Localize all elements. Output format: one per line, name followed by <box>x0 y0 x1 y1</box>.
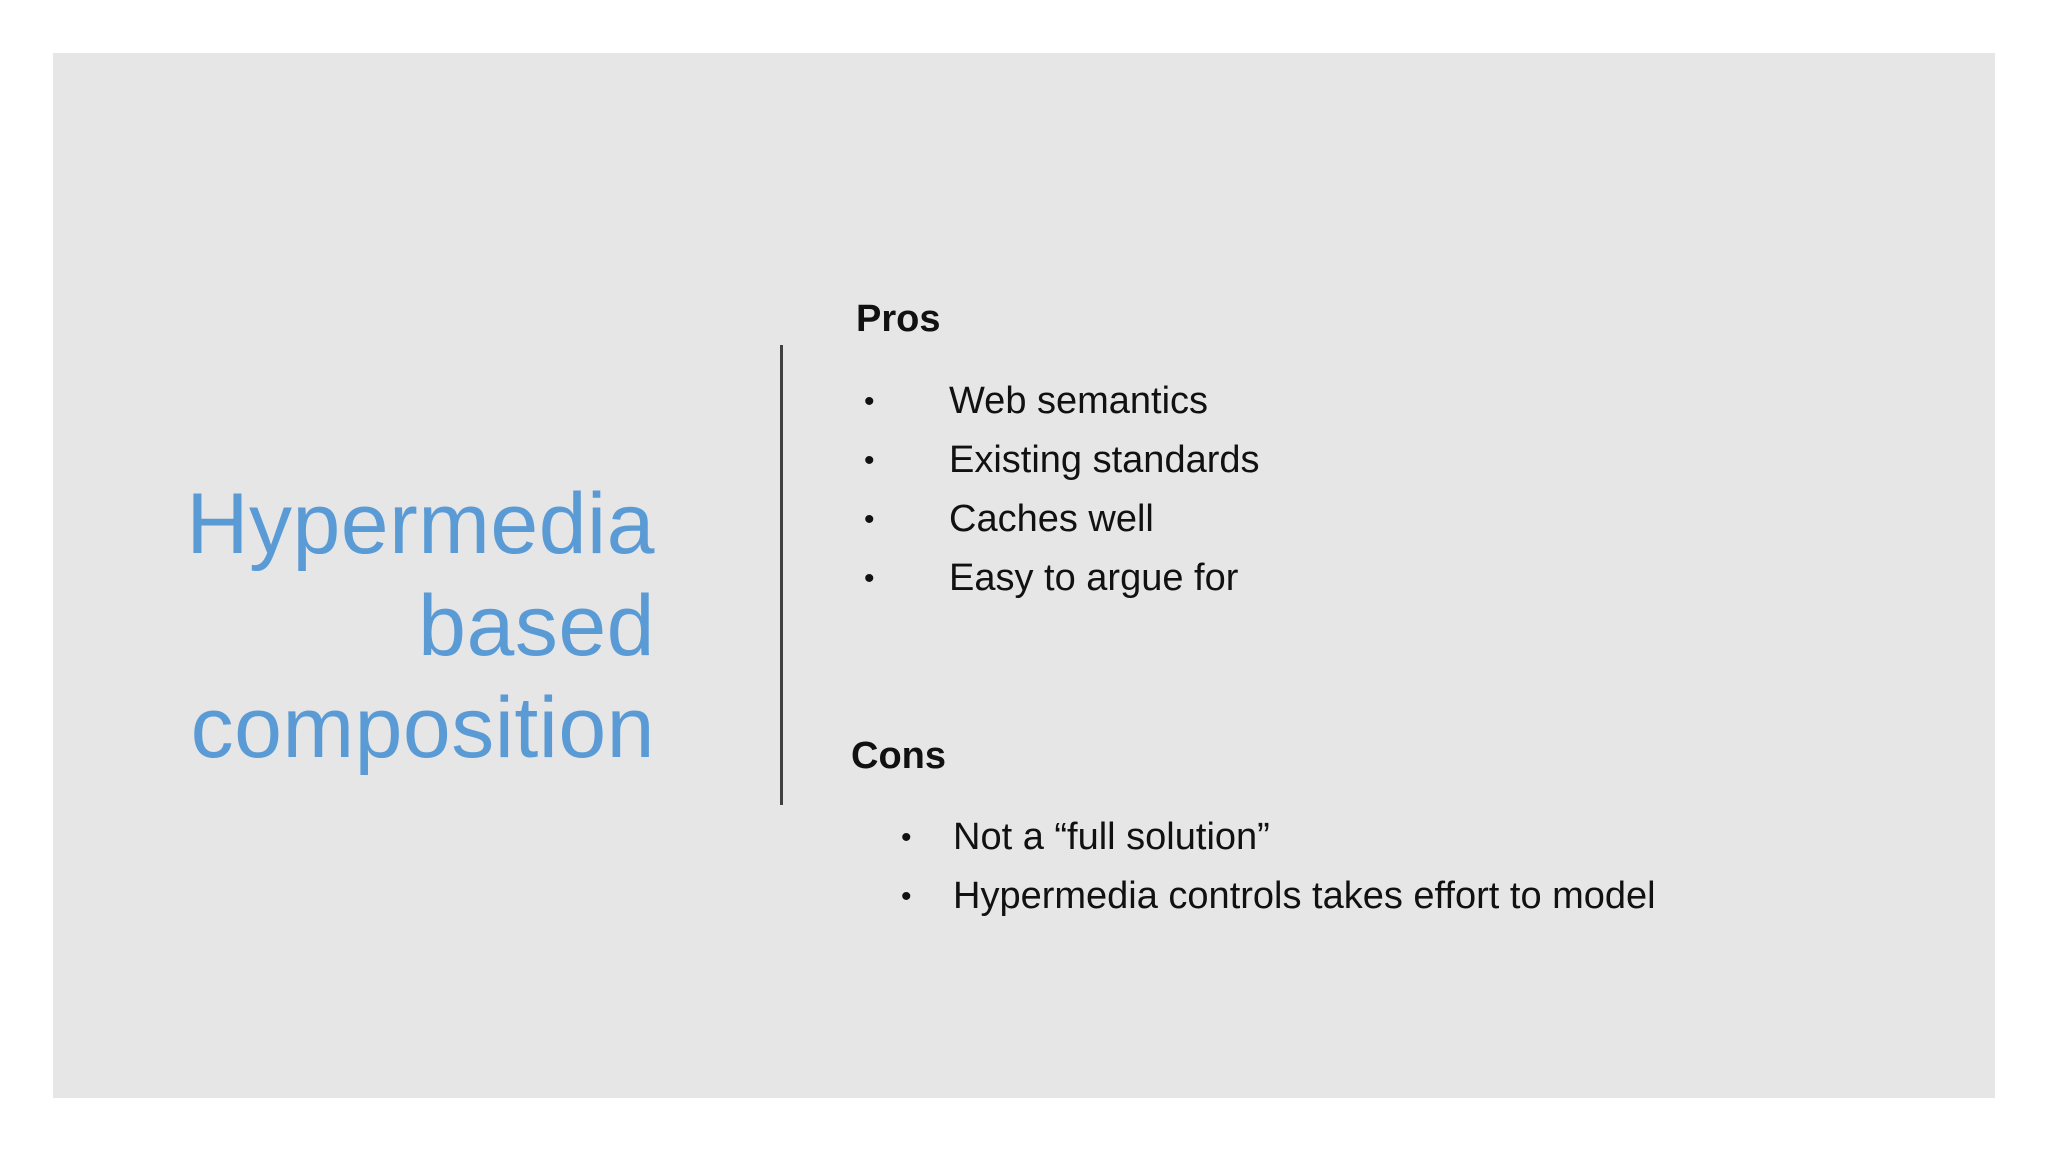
list-item-text: Easy to argue for <box>949 557 1239 599</box>
cons-heading: Cons <box>851 735 946 777</box>
bullet: • <box>901 821 912 854</box>
slide-title-line: Hypermedia <box>186 476 655 572</box>
list-item-text: Hypermedia controls takes effort to model <box>953 875 1656 917</box>
list-item-text: Not a “full solution” <box>953 816 1270 858</box>
vertical-divider <box>780 345 783 805</box>
pros-heading: Pros <box>856 298 941 340</box>
bullet: • <box>864 562 875 595</box>
slide-title-line: composition <box>190 680 655 776</box>
slide <box>53 53 1995 1098</box>
list-item-text: Web semantics <box>949 380 1209 422</box>
bullet: • <box>864 444 875 477</box>
slide-title-line: based <box>418 578 655 674</box>
bullet: • <box>901 880 912 913</box>
bullet: • <box>864 503 875 536</box>
list-item-text: Caches well <box>949 498 1154 540</box>
list-item-text: Existing standards <box>949 439 1260 481</box>
bullet: • <box>864 385 875 418</box>
slide-title <box>95 473 655 779</box>
